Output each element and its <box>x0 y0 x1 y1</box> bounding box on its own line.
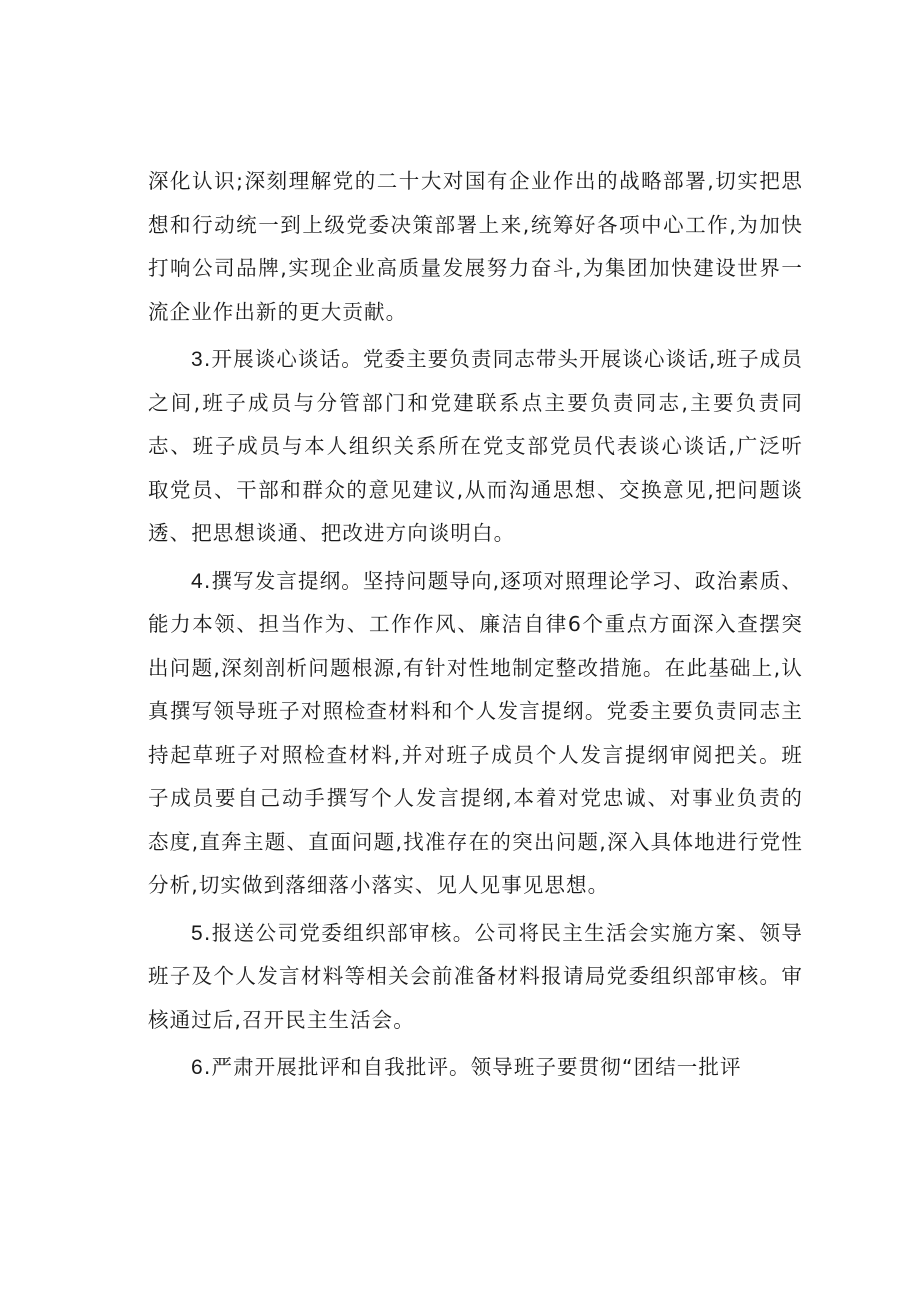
paragraph-text: .撰写发言提纲。坚持问题导向,逐项对照理论学习、政治素质、能力本领、担当作为、工作作风、廉洁自律6个重点方面深入查摆突出问题,深刻剖析问题根源,有针对性地制定整改措施。在此基础上,认真撰写领导班子对照检查材料和个人发言提纲。党委主要负责同志主持起草班子对照检查材料,并对班子成员个人发言提纲审阅把关。班子成员要自己动手撰写个人发言提纲,本着对党忠诚、对事业负责的态度,直奔主题、直面问题,找准存在的突出问题,深入具体地进行党性分析,切实做到落细落小落实、见人见事见思想。 <box>148 568 803 897</box>
paragraph-number: 4 <box>191 569 204 593</box>
paragraph-text: .开展谈心谈话。党委主要负责同志带头开展谈心谈话,班子成员之间,班子成员与分管部门和党建联系点主要负责同志,主要负责同志、班子成员与本人组织关系所在党支部党员代表谈心谈话,广泛听取党员、干部和群众的意见建议,从而沟通思想、交换意见,把问题谈透、把思想谈通、把改进方向谈明白。 <box>148 347 803 545</box>
paragraph-number: 6 <box>191 1056 204 1079</box>
paragraph-item-5 <box>148 912 803 1043</box>
document-body <box>148 160 803 1094</box>
paragraph-continued <box>148 160 803 334</box>
paragraph-item-6 <box>148 1046 803 1090</box>
paragraph-text: 深化认识;深刻理解党的二十大对国有企业作出的战略部署,切实把思想和行动统一到上级党委决策部署上来,统筹好各项中心工作,为加快打响公司品牌,实现企业高质量发展努力奋斗,为集团加快建设世界一流企业作出新的更大贡献。 <box>148 169 803 324</box>
paragraph-item-4 <box>148 560 803 908</box>
paragraph-text: .报送公司党委组织部审核。公司将民主生活会实施方案、领导班子及个人发言材料等相关会前准备材料报请局党委组织部审核。审核通过后,召开民主生活会。 <box>148 920 803 1032</box>
paragraph-number: 5 <box>191 921 204 945</box>
paragraph-number: 3 <box>191 348 204 371</box>
paragraph-item-3 <box>148 338 803 556</box>
paragraph-text: .严肃开展批评和自我批评。领导班子要贯彻“团结一批评 <box>203 1055 742 1079</box>
